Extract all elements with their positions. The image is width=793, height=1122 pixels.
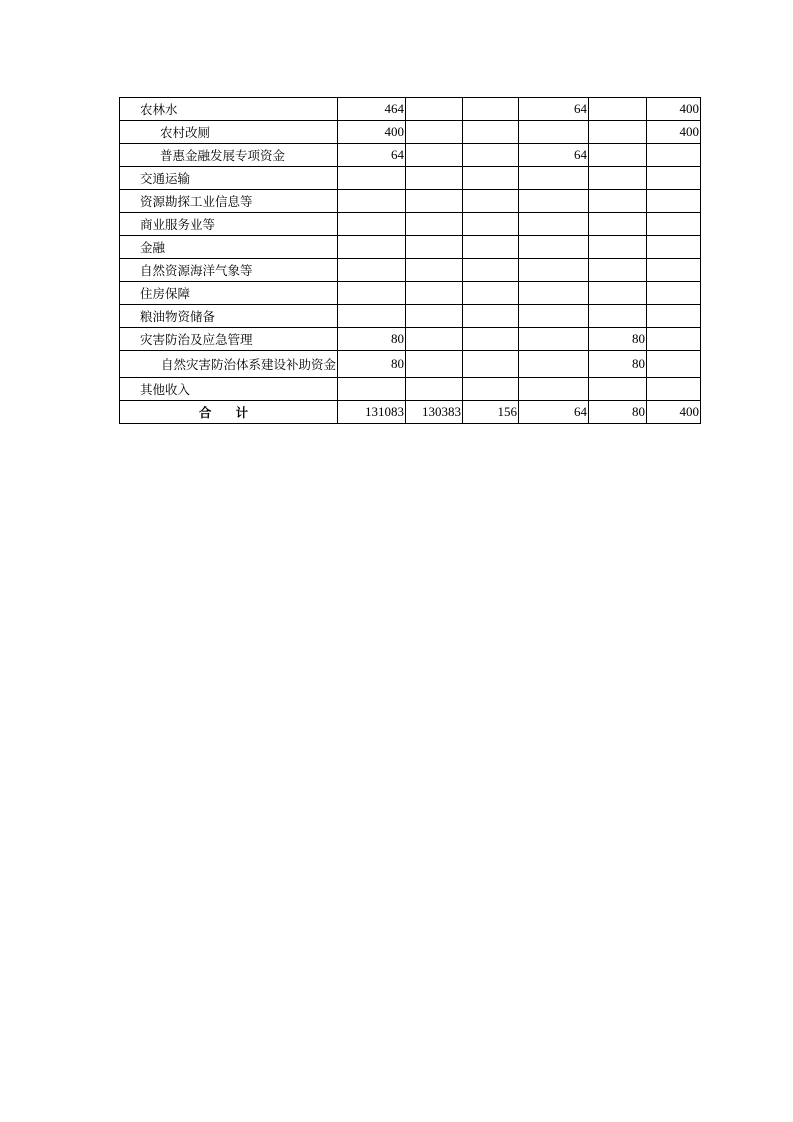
item-name-cell: 金融 [120, 236, 338, 259]
value-cell: 464 [338, 98, 406, 121]
value-cell [647, 167, 701, 190]
value-cell [406, 328, 463, 351]
value-cell [647, 259, 701, 282]
value-cell [647, 328, 701, 351]
item-name-cell: 交通运输 [120, 167, 338, 190]
total-label: 合 计 [120, 401, 338, 424]
table-row [120, 351, 701, 378]
value-cell [463, 282, 519, 305]
value-cell: 80 [338, 351, 406, 378]
value-cell [463, 98, 519, 121]
table-row [120, 305, 701, 328]
value-cell [463, 190, 519, 213]
value-cell [463, 213, 519, 236]
value-cell [519, 190, 589, 213]
table-row [120, 328, 701, 351]
value-cell [589, 305, 647, 328]
value-cell [589, 282, 647, 305]
table-row [120, 190, 701, 213]
value-cell [519, 213, 589, 236]
value-cell [589, 167, 647, 190]
value-cell [406, 167, 463, 190]
value-cell: 80 [589, 351, 647, 378]
value-cell [463, 236, 519, 259]
total-value-cell: 130383 [406, 401, 463, 424]
value-cell [406, 378, 463, 401]
total-value-cell: 80 [589, 401, 647, 424]
item-name-cell: 自然资源海洋气象等 [120, 259, 338, 282]
value-cell [406, 305, 463, 328]
value-cell [406, 190, 463, 213]
value-cell [406, 282, 463, 305]
value-cell [647, 282, 701, 305]
item-name-cell: 农林水 [120, 98, 338, 121]
total-value-cell: 156 [463, 401, 519, 424]
value-cell [338, 167, 406, 190]
value-cell [463, 144, 519, 167]
value-cell [647, 378, 701, 401]
value-cell [463, 259, 519, 282]
value-cell [589, 121, 647, 144]
table-row [120, 98, 701, 121]
value-cell [463, 167, 519, 190]
value-cell [589, 259, 647, 282]
value-cell [338, 305, 406, 328]
value-cell: 64 [338, 144, 406, 167]
value-cell [406, 98, 463, 121]
value-cell [463, 378, 519, 401]
value-cell: 400 [647, 121, 701, 144]
value-cell [647, 305, 701, 328]
value-cell [647, 236, 701, 259]
value-cell [338, 236, 406, 259]
value-cell [647, 213, 701, 236]
table-row [120, 144, 701, 167]
value-cell [338, 190, 406, 213]
value-cell [589, 190, 647, 213]
item-name-cell: 普惠金融发展专项资金 [120, 144, 338, 167]
value-cell [647, 190, 701, 213]
value-cell [519, 259, 589, 282]
value-cell [406, 144, 463, 167]
value-cell: 400 [647, 98, 701, 121]
value-cell [406, 351, 463, 378]
value-cell [338, 378, 406, 401]
value-cell [589, 98, 647, 121]
total-value-cell: 400 [647, 401, 701, 424]
value-cell [589, 213, 647, 236]
value-cell [589, 144, 647, 167]
item-name-cell: 自然灾害防治体系建设补助资金 [120, 351, 338, 378]
value-cell [463, 328, 519, 351]
value-cell [338, 213, 406, 236]
value-cell [406, 121, 463, 144]
value-cell [589, 378, 647, 401]
value-cell [463, 121, 519, 144]
table-body [120, 98, 701, 424]
item-name-cell: 住房保障 [120, 282, 338, 305]
total-value-cell: 64 [519, 401, 589, 424]
value-cell [406, 259, 463, 282]
value-cell [463, 351, 519, 378]
item-name-cell: 灾害防治及应急管理 [120, 328, 338, 351]
item-name-cell: 粮油物资储备 [120, 305, 338, 328]
item-name-cell: 其他收入 [120, 378, 338, 401]
value-cell [463, 305, 519, 328]
value-cell [647, 144, 701, 167]
value-cell [589, 236, 647, 259]
total-value-cell: 131083 [338, 401, 406, 424]
table-row [120, 378, 701, 401]
value-cell [647, 351, 701, 378]
value-cell: 64 [519, 144, 589, 167]
value-cell: 400 [338, 121, 406, 144]
value-cell [519, 167, 589, 190]
item-name-cell: 农村改厕 [120, 121, 338, 144]
table-row [120, 213, 701, 236]
value-cell [338, 259, 406, 282]
value-cell [519, 236, 589, 259]
item-name-cell: 商业服务业等 [120, 213, 338, 236]
table-row [120, 121, 701, 144]
value-cell: 80 [589, 328, 647, 351]
table-row [120, 259, 701, 282]
value-cell [519, 328, 589, 351]
value-cell [519, 282, 589, 305]
total-row [120, 401, 701, 424]
value-cell [519, 121, 589, 144]
value-cell: 80 [338, 328, 406, 351]
table-row [120, 282, 701, 305]
value-cell [519, 305, 589, 328]
value-cell [406, 213, 463, 236]
value-cell [519, 378, 589, 401]
table-row [120, 167, 701, 190]
value-cell [406, 236, 463, 259]
budget-table [119, 97, 701, 424]
value-cell [519, 351, 589, 378]
item-name-cell: 资源勘探工业信息等 [120, 190, 338, 213]
value-cell [338, 282, 406, 305]
table-row [120, 236, 701, 259]
value-cell: 64 [519, 98, 589, 121]
